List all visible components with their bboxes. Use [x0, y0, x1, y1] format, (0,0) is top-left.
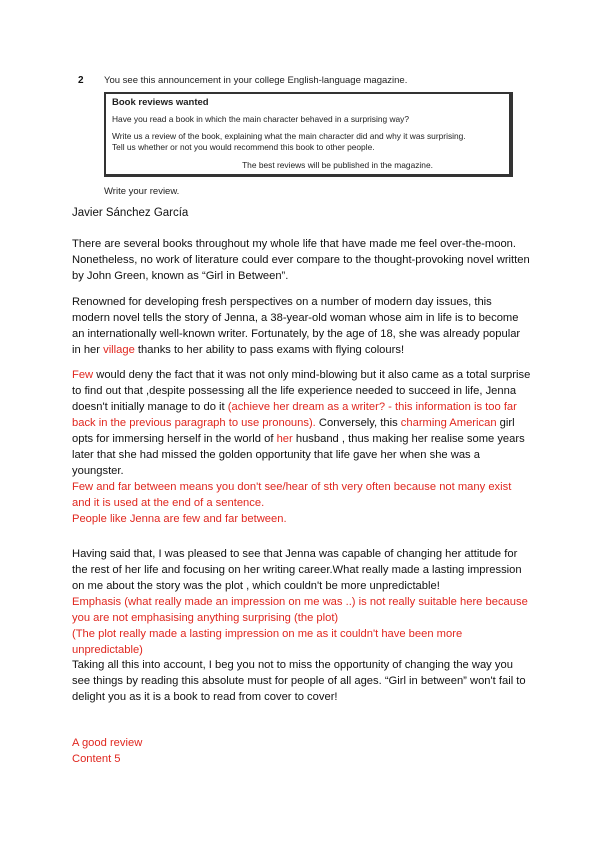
teacher-comment: (achieve her dream as a writer? - this information is too far [227, 401, 517, 413]
text-line: to find out that ,despite possessing all the life experience needed to succeed in life, Jenna [72, 385, 517, 397]
teacher-comment: (The plot really made a lasting impression on me as it couldn't have been more [72, 628, 463, 640]
text-line: youngster. [72, 465, 124, 477]
text-line: Taking all this into account, I beg you not to miss the opportunity of changing the way you [72, 659, 513, 671]
text-fragment: opts for immersing herself in the world of [72, 433, 277, 445]
text-line [72, 415, 542, 431]
text-fragment: thanks to her ability to pass exams with flying colours! [134, 344, 405, 356]
teacher-comment: back in the previous paragraph to use pronouns). [72, 417, 316, 429]
text-line: see things by reading this absolute must for people of all ages. “Girl in between” won't fail to [72, 675, 526, 687]
text-line: There are several books throughout my whole life that have made me feel over-the-moon. [72, 238, 517, 250]
text-fragment: doesn't initially manage to do it [72, 401, 228, 413]
teacher-comment: People like Jenna are few and far between. [72, 513, 287, 525]
announcement-footer: The best reviews will be published in the magazine. [242, 160, 433, 170]
text-line: an internationally well-known writer. Fortunately, by the age of 18, she was already popular [72, 328, 521, 340]
text-line: the rest of her life and focusing on her writing career.What really made a lasting impression [72, 564, 522, 576]
teacher-correction: her [276, 433, 293, 445]
teacher-correction: charming American [400, 417, 497, 429]
text-fragment: husband , thus making her realise some years [292, 433, 525, 445]
grade-line: A good review [72, 737, 143, 749]
text-fragment: girl [496, 417, 515, 429]
announcement-question: Have you read a book in which the main character behaved in a surprising way? [112, 114, 410, 124]
paragraph-story [72, 294, 542, 358]
announcement-box [104, 92, 513, 177]
text-fragment: would deny the fact that it was not only mind-blowing but it also came as a total surprise [93, 369, 531, 381]
text-fragment: Conversely, this [315, 417, 401, 429]
task-number: 2 [78, 75, 84, 86]
text-line: Nonetheless, no work of literature could ever compare to the thought-provoking novel written [72, 254, 530, 266]
text-line: delight you as it is a book to read from cover to cover! [72, 691, 338, 703]
text-line: Having said that, I was pleased to see that Jenna was capable of changing her attitude for [72, 548, 518, 560]
text-line: on me about the story was the plot , which couldn't be more unpredictable! [72, 580, 440, 592]
announcement-title: Book reviews wanted [112, 97, 209, 108]
text-line: later that she had missed the golden opportunity that life gave her when she was a [72, 449, 480, 461]
teacher-comment: and it is used at the end of a sentence. [72, 497, 265, 509]
text-fragment: in her [72, 344, 104, 356]
teacher-comment: Few and far between means you don't see/hear of sth very often because not many exist [72, 481, 512, 493]
text-line [72, 367, 542, 383]
teacher-comment: you are not emphasising anything surprising (the plot) [72, 612, 339, 624]
text-line [72, 342, 542, 358]
teacher-correction: Few [72, 369, 94, 381]
text-line: modern novel tells the story of Jenna, a 38-year-old woman whose aim in life is to become [72, 312, 519, 324]
announcement-line: Write us a review of the book, explaining what the main character did and why it was surprising. [112, 131, 466, 141]
teacher-grade [72, 735, 542, 767]
text-line: by John Green, known as “Girl in Between”. [72, 270, 289, 282]
announcement-line: Tell us whether or not you would recommend this book to other people. [112, 142, 375, 152]
paragraph-change [72, 546, 542, 658]
grade-line: Content 5 [72, 753, 121, 765]
task-instruction: Write your review. [104, 186, 180, 197]
teacher-correction: village [103, 344, 135, 356]
author-name: Javier Sánchez García [72, 207, 189, 219]
task-intro: You see this announcement in your college English-language magazine. [104, 75, 408, 86]
teacher-comment: Emphasis (what really made an impression on me was ..) is not really suitable here because [72, 596, 528, 608]
text-line: Renowned for developing fresh perspectives on a number of modern day issues, this [72, 296, 492, 308]
text-line [72, 431, 542, 447]
paragraph-surprise [72, 367, 542, 527]
text-line [72, 399, 542, 415]
paragraph-conclusion [72, 657, 542, 705]
teacher-comment: unpredictable) [72, 644, 143, 656]
paragraph-intro [72, 236, 542, 284]
